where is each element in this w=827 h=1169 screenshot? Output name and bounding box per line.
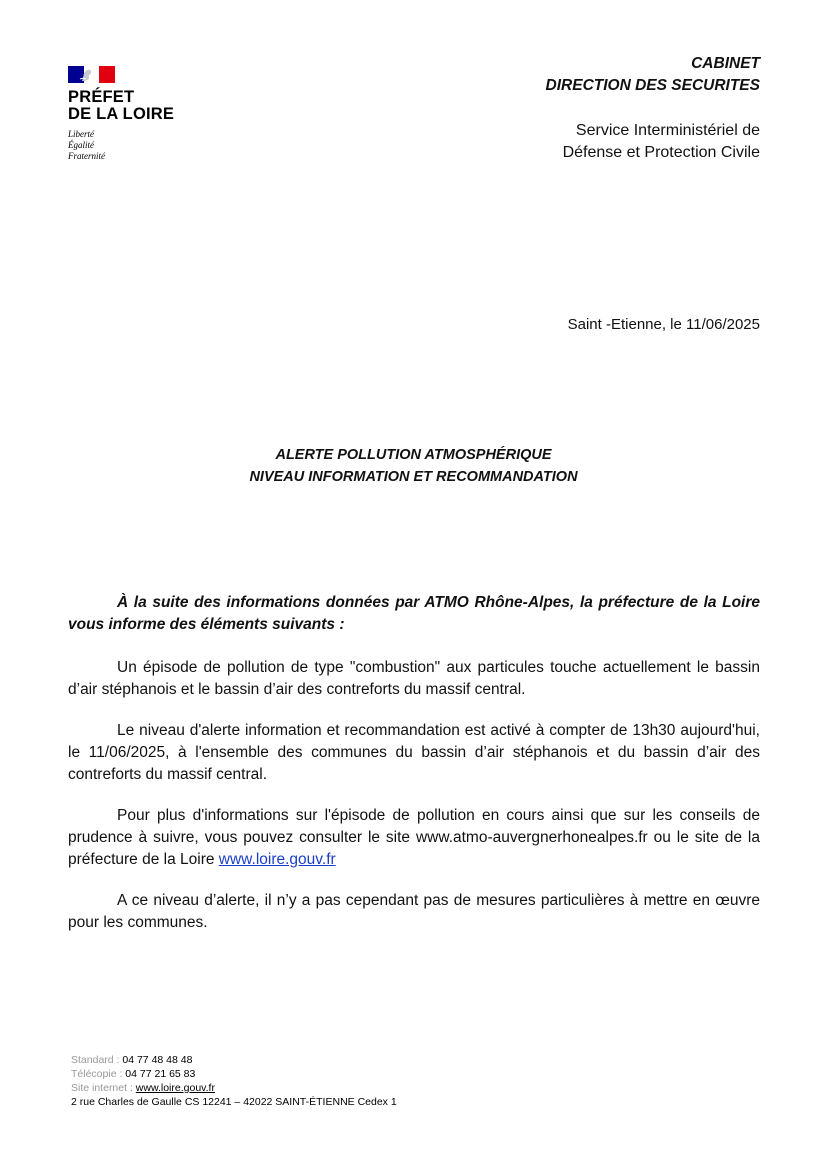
document-body	[68, 592, 760, 953]
footer-standard	[71, 1053, 397, 1067]
service-line2: Défense et Protection Civile	[562, 144, 760, 161]
cabinet-label: CABINET	[691, 55, 760, 72]
prefecture-name-line1: PRÉFET	[68, 88, 135, 106]
document-date: Saint -Etienne, le 11/06/2025	[567, 316, 760, 333]
fax-label: Télécopie :	[71, 1068, 126, 1080]
sender-header	[546, 53, 760, 164]
title-line2: NIVEAU INFORMATION ET RECOMMANDATION	[249, 469, 578, 485]
motto-liberte: Liberté	[68, 129, 94, 139]
prefecture-name	[68, 89, 188, 123]
intro-paragraph: À la suite des informations données par ATMO Rhône-Alpes, la préfecture de la Loire vous informe des éléments suivants :	[68, 594, 760, 633]
site-label: Site internet :	[71, 1082, 136, 1094]
paragraph-alert-level: Le niveau d'alerte information et recommandation est activé à compter de 13h30 aujourd'hui, le 11/06/2025, à l'ensemble des communes du bassin d’air stéphanois et du bassin d’air des contreforts du massif central.	[68, 722, 760, 783]
direction-label: DIRECTION DES SECURITES	[545, 77, 760, 94]
paragraph-more-info	[68, 805, 760, 871]
prefecture-name-line2: DE LA LOIRE	[68, 105, 175, 123]
footer-fax	[71, 1067, 397, 1081]
title-line1: ALERTE POLLUTION ATMOSPHÉRIQUE	[275, 447, 552, 463]
standard-label: Standard :	[71, 1054, 123, 1066]
service-name	[546, 120, 760, 164]
motto-egalite: Égalité	[68, 140, 94, 150]
paragraph-measures: A ce niveau d’alerte, il n’y a pas cependant pas de mesures particulières à mettre en œuvre pour les communes.	[68, 892, 760, 931]
fax-number: 04 77 21 65 83	[125, 1068, 196, 1080]
contact-footer	[71, 1053, 397, 1109]
more-info-text: Pour plus d'informations sur l'épisode de pollution en cours ainsi que sur les conseils de prudence à suivre, vous pouvez consulter le site www.atmo-auvergnerhonealpes.fr ou le site de la préfecture de la Loire	[68, 807, 760, 868]
marianne-flag-icon	[68, 66, 115, 83]
footer-address: 2 rue Charles de Gaulle CS 12241 – 42022 SAINT-ÉTIENNE Cedex 1	[71, 1096, 397, 1108]
standard-number: 04 77 48 48 48	[122, 1054, 193, 1066]
footer-website-link[interactable]: www.loire.gouv.fr	[135, 1082, 215, 1094]
service-line1: Service Interministériel de	[575, 122, 760, 139]
footer-site	[71, 1081, 397, 1095]
republic-motto	[68, 129, 188, 162]
prefecture-logo	[68, 66, 188, 162]
document-title	[0, 444, 827, 488]
prefecture-website-link[interactable]: www.loire.gouv.fr	[218, 851, 336, 868]
motto-fraternite: Fraternité	[68, 151, 105, 161]
paragraph-episode: Un épisode de pollution de type "combustion" aux particules touche actuellement le bassin d’air stéphanois et le bassin d’air des contreforts du massif central.	[68, 659, 760, 698]
